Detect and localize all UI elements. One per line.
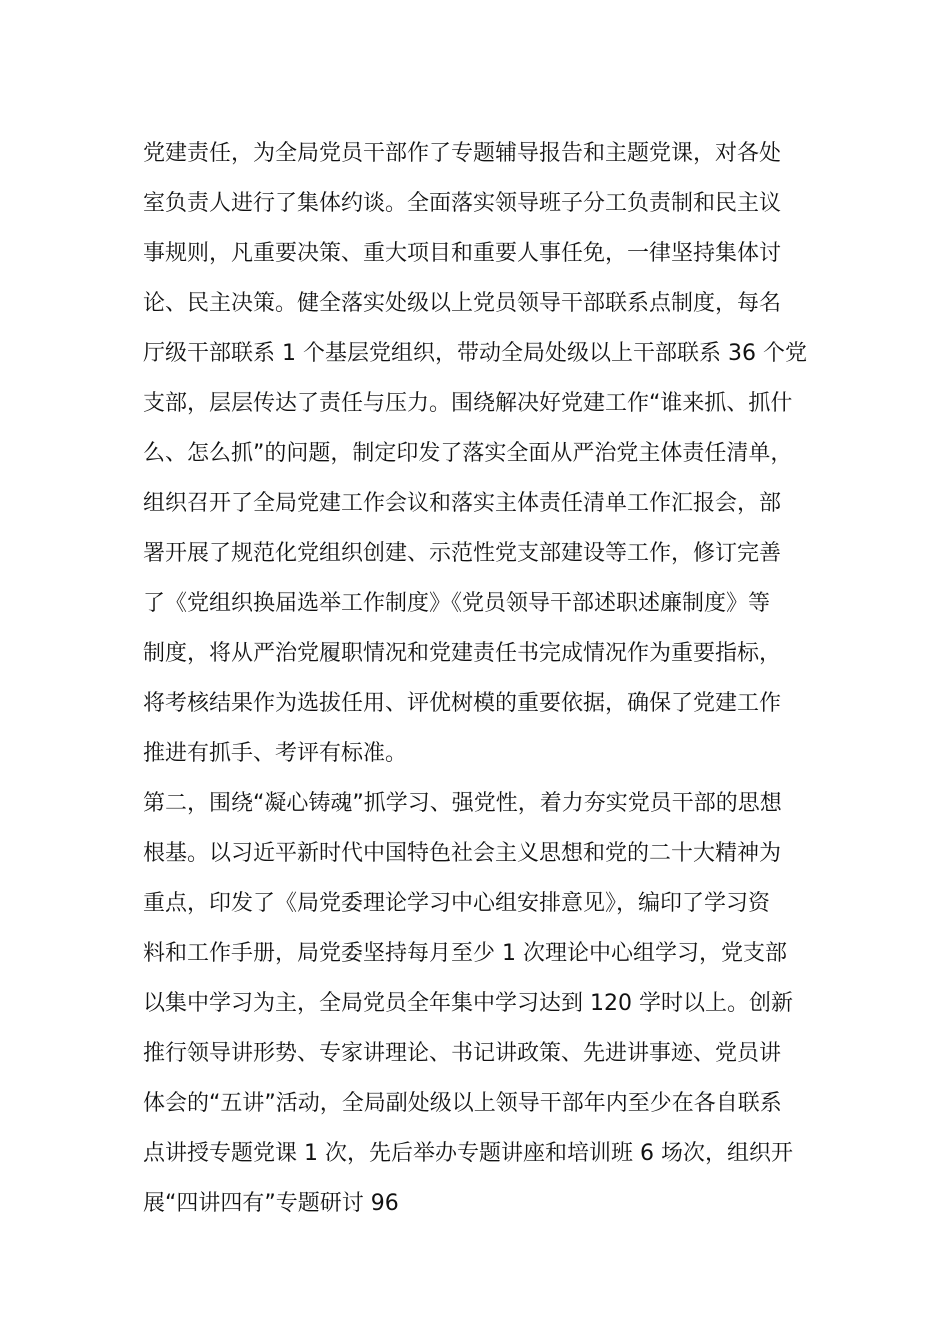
text-line: 重点，印发了《局党委理论学习中心组安排意见》，编印了学习资 xyxy=(143,891,771,916)
text-line: 室负责人进行了集体约谈。全面落实领导班子分工负责制和民主议 xyxy=(143,191,782,216)
text-line: 将考核结果作为选拔任用、评优树模的重要依据，确保了党建工作 xyxy=(143,691,782,716)
text-line: 署开展了规范化党组织创建、示范性党支部建设等工作，修订完善 xyxy=(143,541,782,566)
text-line: 推进有抓手、考评有标准。 xyxy=(143,741,408,766)
text-line: 体会的“五讲”活动，全局副处级以上领导干部年内至少在各自联系 xyxy=(143,1091,782,1116)
text-line: 论、民主决策。健全落实处级以上党员领导干部联系点制度，每名 xyxy=(143,291,782,316)
body-text xyxy=(143,129,813,1229)
text-line: 根基。以习近平新时代中国特色社会主义思想和党的二十大精神为 xyxy=(143,841,782,866)
text-line: 支部，层层传达了责任与压力。围绕解决好党建工作“谁来抓、抓什 xyxy=(143,391,793,416)
text-line: 么、怎么抓”的问题，制定印发了落实全面从严治党主体责任清单， xyxy=(143,441,793,466)
text-line: 党建责任，为全局党员干部作了专题辅导报告和主题党课，对各处 xyxy=(143,141,782,166)
text-line: 组织召开了全局党建工作会议和落实主体责任清单工作汇报会，部 xyxy=(143,491,782,516)
text-line: 料和工作手册，局党委坚持每月至少 1 次理论中心组学习，党支部 xyxy=(143,941,787,966)
text-line: 了《党组织换届选举工作制度》《党员领导干部述职述廉制度》等 xyxy=(143,591,771,616)
text-line: 制度，将从严治党履职情况和党建责任书完成情况作为重要指标， xyxy=(143,641,782,666)
text-line: 推行领导讲形势、专家讲理论、书记讲政策、先进讲事迹、党员讲 xyxy=(143,1041,782,1066)
text-line: 事规则，凡重要决策、重大项目和重要人事任免，一律坚持集体讨 xyxy=(143,241,782,266)
text-line: 点讲授专题党课 1 次，先后举办专题讲座和培训班 6 场次，组织开 xyxy=(143,1141,793,1166)
text-line: 展“四讲四有”专题研讨 96 xyxy=(143,1191,399,1216)
text-line: 厅级干部联系 1 个基层党组织，带动全局处级以上干部联系 36 个党 xyxy=(143,341,807,366)
text-line: 以集中学习为主，全局党员全年集中学习达到 120 学时以上。创新 xyxy=(143,991,793,1016)
text-line: 第二，围绕“凝心铸魂”抓学习、强党性，着力夯实党员干部的思想 xyxy=(143,791,782,816)
